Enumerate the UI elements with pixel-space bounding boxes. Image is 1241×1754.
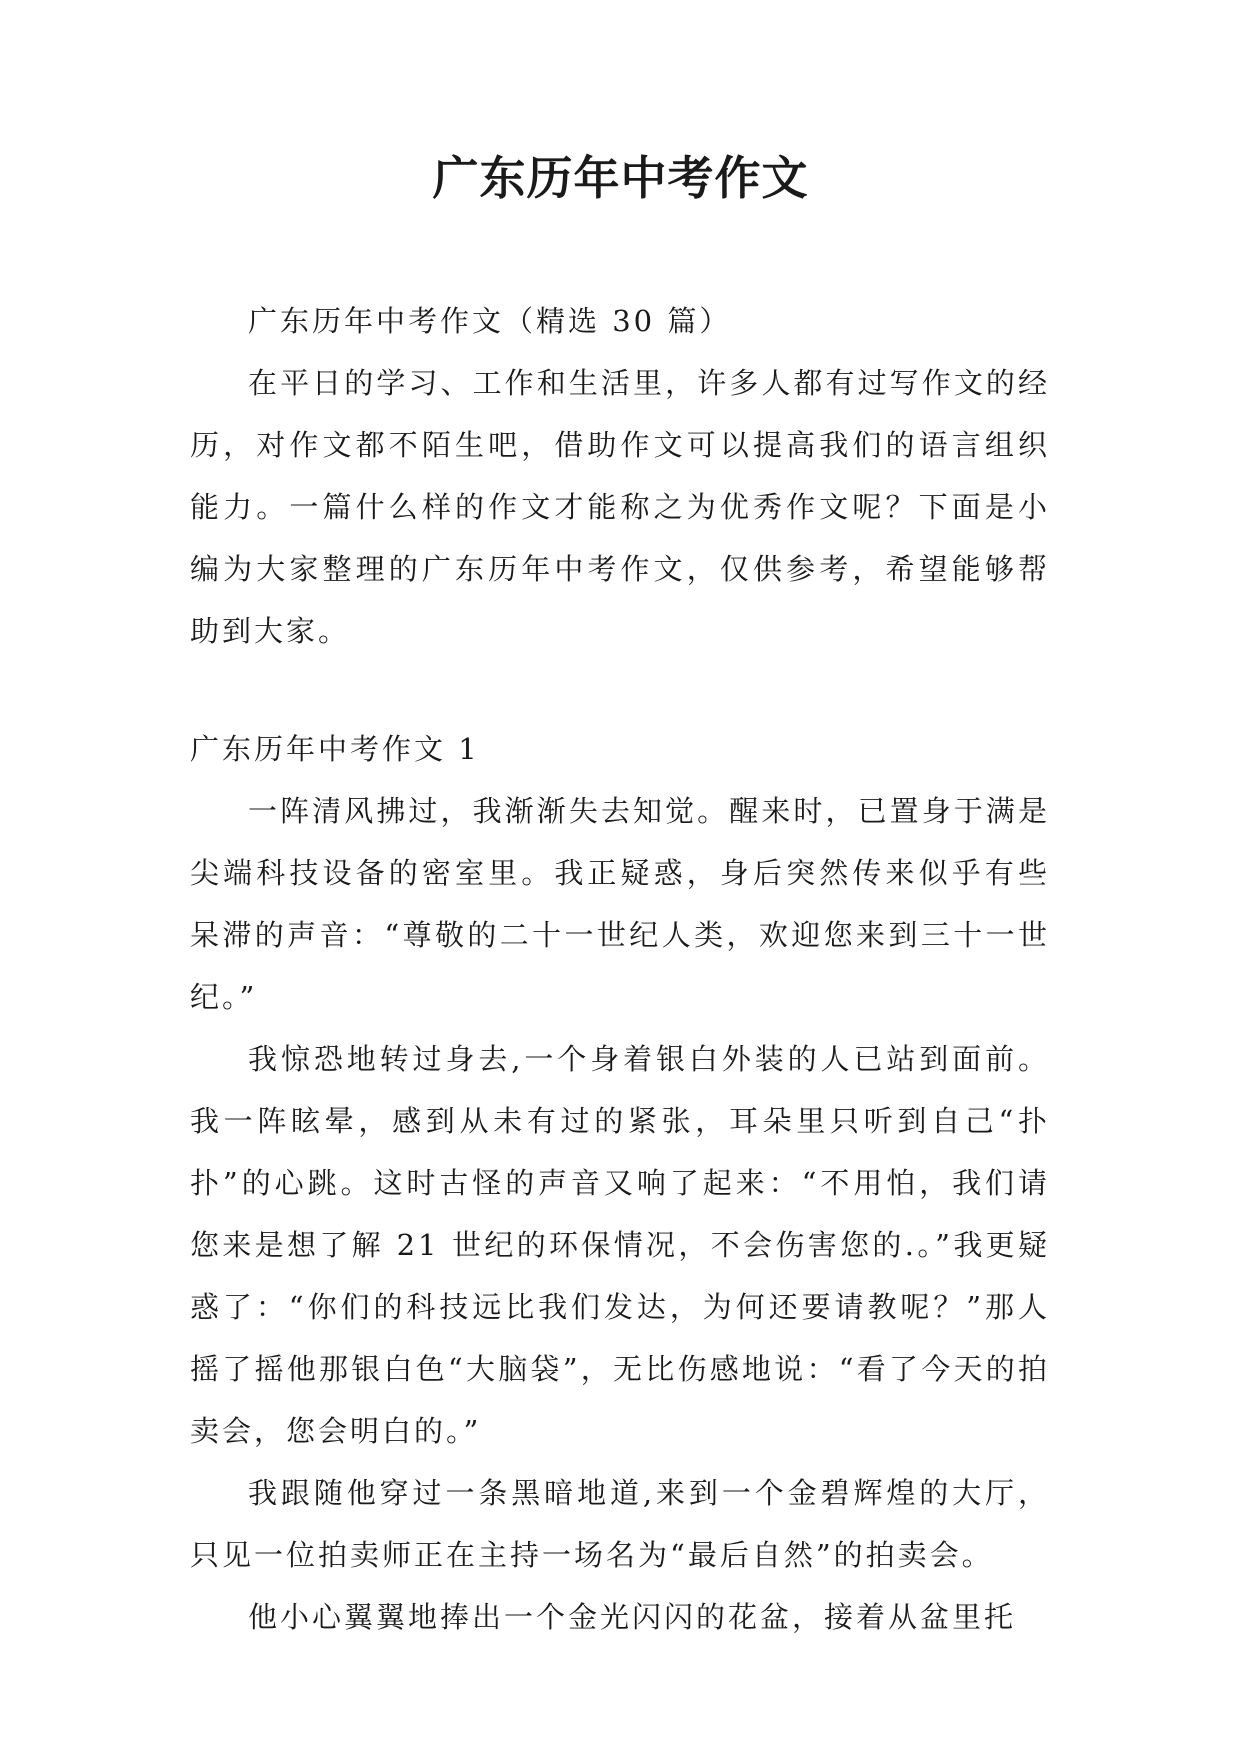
body-paragraph: 一阵清风拂过，我渐渐失去知觉。醒来时，已置身于满是尖端科技设备的密室里。我正疑惑，身后突然传来似乎有些呆滞的声音：“尊敬的二十一世纪人类，欢迎您来到三十一世纪。” [190,794,1050,1014]
body-paragraph: 他小心翼翼地捧出一个金光闪闪的花盆，接着从盆里托 [248,1600,1017,1634]
body-paragraph: 我惊恐地转过身去,一个身着银白外装的人已站到面前。我一阵眩晕，感到从未有过的紧张，耳朵里只听到自己“扑扑”的心跳。这时古怪的声音又响了起来：“不用怕，我们请您来是想了解 21 世纪的环保情况，不会伤害您的.。”我更疑惑了：“你们的科技远比我们发达，为何还要请教呢？”那人摇了摇他那银白色“大脑袋”，无比伤感地说：“看了今天的拍卖会，您会明白的。” [190,1042,1050,1448]
body-paragraph: 我跟随他穿过一条黑暗地道,来到一个金碧辉煌的大厅，只见一位拍卖师正在主持一场名为“最后自然”的拍卖会。 [190,1476,1050,1572]
document-subtitle: 广东历年中考作文（精选 30 篇） [248,304,732,338]
section-heading: 广东历年中考作文 1 [190,732,480,766]
document-title: 广东历年中考作文 [432,151,809,205]
intro-paragraph: 在平日的学习、工作和生活里，许多人都有过写作文的经历，对作文都不陌生吧，借助作文可以提高我们的语言组织能力。一篇什么样的作文才能称之为优秀作文呢？下面是小编为大家整理的广东历年中考作文，仅供参考，希望能够帮助到大家。 [190,366,1050,648]
document-body [190,290,1050,1648]
